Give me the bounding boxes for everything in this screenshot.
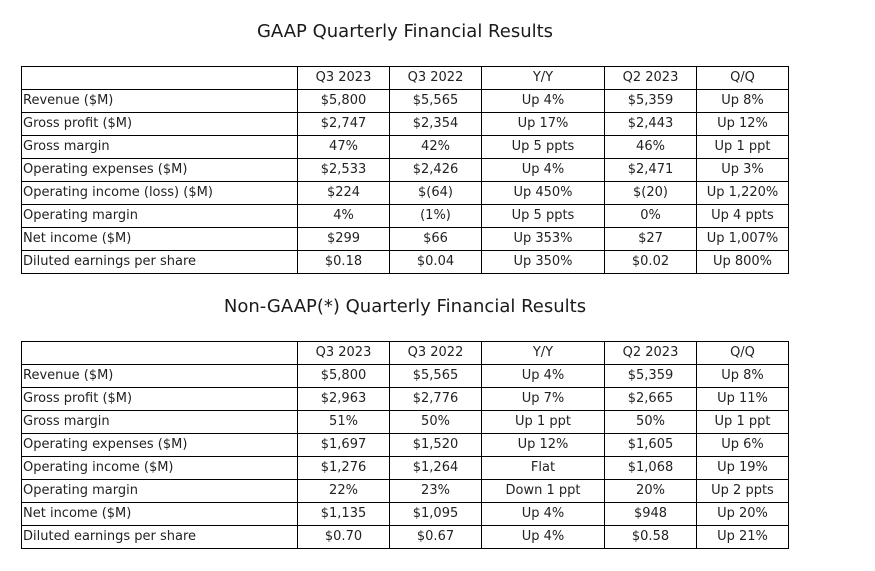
value-cell: $2,533 bbox=[298, 159, 390, 182]
header-cell: Y/Y bbox=[482, 67, 605, 90]
value-cell: Up 1,220% bbox=[697, 182, 789, 205]
value-cell: 23% bbox=[390, 480, 482, 503]
table-row bbox=[22, 365, 789, 388]
row-label-cell: Gross profit ($M) bbox=[22, 113, 298, 136]
row-label-cell: Revenue ($M) bbox=[22, 90, 298, 113]
table-row bbox=[22, 434, 789, 457]
value-cell: Up 1 ppt bbox=[697, 411, 789, 434]
table-row bbox=[22, 90, 789, 113]
value-cell: Up 350% bbox=[482, 251, 605, 274]
value-cell: $(64) bbox=[390, 182, 482, 205]
value-cell: $0.58 bbox=[605, 526, 697, 549]
value-cell: $0.18 bbox=[298, 251, 390, 274]
value-cell: $0.04 bbox=[390, 251, 482, 274]
value-cell: 46% bbox=[605, 136, 697, 159]
row-label-cell: Diluted earnings per share bbox=[22, 526, 298, 549]
table-row bbox=[22, 503, 789, 526]
value-cell: Up 3% bbox=[697, 159, 789, 182]
value-cell: $2,443 bbox=[605, 113, 697, 136]
value-cell: Up 21% bbox=[697, 526, 789, 549]
header-cell bbox=[22, 67, 298, 90]
gaap-table-title: GAAP Quarterly Financial Results bbox=[256, 21, 554, 42]
value-cell: $224 bbox=[298, 182, 390, 205]
value-cell: Up 800% bbox=[697, 251, 789, 274]
value-cell: $2,471 bbox=[605, 159, 697, 182]
value-cell: 42% bbox=[390, 136, 482, 159]
value-cell: 51% bbox=[298, 411, 390, 434]
value-cell: $2,665 bbox=[605, 388, 697, 411]
value-cell: $27 bbox=[605, 228, 697, 251]
value-cell: 4% bbox=[298, 205, 390, 228]
value-cell: $1,135 bbox=[298, 503, 390, 526]
row-label-cell: Operating margin bbox=[22, 480, 298, 503]
row-label-cell: Net income ($M) bbox=[22, 503, 298, 526]
non-gaap-table-title: Non-GAAP(*) Quarterly Financial Results bbox=[223, 296, 587, 317]
table-header-row bbox=[22, 342, 789, 365]
value-cell: $(20) bbox=[605, 182, 697, 205]
value-cell: Flat bbox=[482, 457, 605, 480]
table-row bbox=[22, 388, 789, 411]
value-cell: $1,068 bbox=[605, 457, 697, 480]
value-cell: Up 4% bbox=[482, 159, 605, 182]
value-cell: Up 5 ppts bbox=[482, 205, 605, 228]
value-cell: $2,963 bbox=[298, 388, 390, 411]
row-label-cell: Operating margin bbox=[22, 205, 298, 228]
table-row bbox=[22, 159, 789, 182]
value-cell: 47% bbox=[298, 136, 390, 159]
table-row bbox=[22, 480, 789, 503]
value-cell: $2,776 bbox=[390, 388, 482, 411]
value-cell: $5,800 bbox=[298, 90, 390, 113]
value-cell: $1,264 bbox=[390, 457, 482, 480]
non-gaap-results-table bbox=[21, 341, 789, 549]
row-label-cell: Revenue ($M) bbox=[22, 365, 298, 388]
table-row bbox=[22, 113, 789, 136]
table-row bbox=[22, 251, 789, 274]
header-cell: Q/Q bbox=[697, 342, 789, 365]
header-cell: Q2 2023 bbox=[605, 342, 697, 365]
table-row bbox=[22, 228, 789, 251]
value-cell: $66 bbox=[390, 228, 482, 251]
value-cell: 22% bbox=[298, 480, 390, 503]
value-cell: 20% bbox=[605, 480, 697, 503]
header-cell bbox=[22, 342, 298, 365]
value-cell: $2,426 bbox=[390, 159, 482, 182]
value-cell: Up 20% bbox=[697, 503, 789, 526]
value-cell: Up 12% bbox=[482, 434, 605, 457]
header-cell: Q3 2023 bbox=[298, 342, 390, 365]
value-cell: $1,520 bbox=[390, 434, 482, 457]
value-cell: $1,605 bbox=[605, 434, 697, 457]
value-cell: $0.02 bbox=[605, 251, 697, 274]
value-cell: $0.70 bbox=[298, 526, 390, 549]
value-cell: $2,354 bbox=[390, 113, 482, 136]
value-cell: Up 2 ppts bbox=[697, 480, 789, 503]
value-cell: Up 12% bbox=[697, 113, 789, 136]
value-cell: Up 1,007% bbox=[697, 228, 789, 251]
table-header-row bbox=[22, 67, 789, 90]
value-cell: Up 7% bbox=[482, 388, 605, 411]
value-cell: Up 4 ppts bbox=[697, 205, 789, 228]
header-cell: Q3 2022 bbox=[390, 342, 482, 365]
table-row bbox=[22, 136, 789, 159]
table-row bbox=[22, 182, 789, 205]
value-cell: Up 4% bbox=[482, 526, 605, 549]
value-cell: Up 450% bbox=[482, 182, 605, 205]
header-cell: Y/Y bbox=[482, 342, 605, 365]
value-cell: 0% bbox=[605, 205, 697, 228]
header-cell: Q2 2023 bbox=[605, 67, 697, 90]
value-cell: Up 6% bbox=[697, 434, 789, 457]
table-row bbox=[22, 457, 789, 480]
value-cell: Up 19% bbox=[697, 457, 789, 480]
gaap-results-table bbox=[21, 66, 789, 274]
value-cell: Up 4% bbox=[482, 503, 605, 526]
value-cell: Up 5 ppts bbox=[482, 136, 605, 159]
value-cell: Up 11% bbox=[697, 388, 789, 411]
value-cell: $299 bbox=[298, 228, 390, 251]
value-cell: $948 bbox=[605, 503, 697, 526]
value-cell: $5,565 bbox=[390, 90, 482, 113]
row-label-cell: Net income ($M) bbox=[22, 228, 298, 251]
value-cell: $0.67 bbox=[390, 526, 482, 549]
value-cell: (1%) bbox=[390, 205, 482, 228]
row-label-cell: Diluted earnings per share bbox=[22, 251, 298, 274]
value-cell: Up 4% bbox=[482, 90, 605, 113]
header-cell: Q3 2023 bbox=[298, 67, 390, 90]
value-cell: $5,800 bbox=[298, 365, 390, 388]
row-label-cell: Gross margin bbox=[22, 411, 298, 434]
value-cell: Up 8% bbox=[697, 365, 789, 388]
value-cell: $2,747 bbox=[298, 113, 390, 136]
value-cell: Up 1 ppt bbox=[482, 411, 605, 434]
table-row bbox=[22, 411, 789, 434]
row-label-cell: Operating income (loss) ($M) bbox=[22, 182, 298, 205]
header-cell: Q3 2022 bbox=[390, 67, 482, 90]
value-cell: Up 353% bbox=[482, 228, 605, 251]
row-label-cell: Gross profit ($M) bbox=[22, 388, 298, 411]
value-cell: Up 8% bbox=[697, 90, 789, 113]
value-cell: $1,095 bbox=[390, 503, 482, 526]
value-cell: $5,359 bbox=[605, 365, 697, 388]
value-cell: $5,565 bbox=[390, 365, 482, 388]
value-cell: $1,697 bbox=[298, 434, 390, 457]
value-cell: Up 1 ppt bbox=[697, 136, 789, 159]
header-cell: Q/Q bbox=[697, 67, 789, 90]
value-cell: 50% bbox=[605, 411, 697, 434]
table-row bbox=[22, 205, 789, 228]
row-label-cell: Operating income ($M) bbox=[22, 457, 298, 480]
value-cell: $5,359 bbox=[605, 90, 697, 113]
row-label-cell: Operating expenses ($M) bbox=[22, 434, 298, 457]
value-cell: $1,276 bbox=[298, 457, 390, 480]
row-label-cell: Operating expenses ($M) bbox=[22, 159, 298, 182]
value-cell: Down 1 ppt bbox=[482, 480, 605, 503]
value-cell: 50% bbox=[390, 411, 482, 434]
value-cell: Up 17% bbox=[482, 113, 605, 136]
row-label-cell: Gross margin bbox=[22, 136, 298, 159]
table-row bbox=[22, 526, 789, 549]
value-cell: Up 4% bbox=[482, 365, 605, 388]
